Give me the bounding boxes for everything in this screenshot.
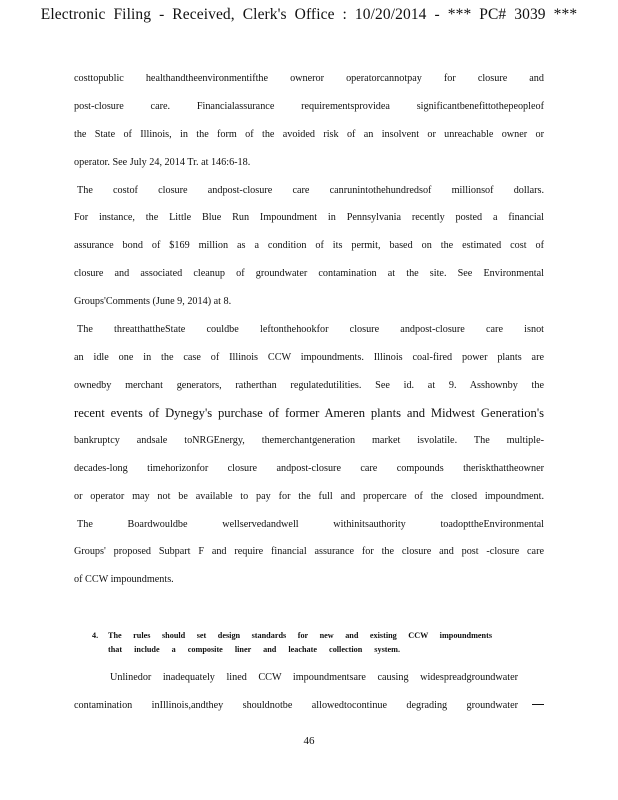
text-line: The costof closure andpost-closure care canrunintothehundredsof millionsof dollars. (77, 185, 544, 196)
text-line: the State of Illinois, in the form of the avoided risk of an insolvent or unreachable owner or (74, 129, 544, 140)
text-line: bankruptcy andsale toNRGEnergy, themerchantgeneration market isvolatile. The multiple- (74, 435, 544, 446)
text-line: Groups' proposed Subpart F and require financial assurance for the closure and post -closure care (74, 546, 544, 557)
page-number: 46 (303, 735, 315, 747)
section-number: 4. (92, 631, 99, 640)
text-line: The Boardwouldbe wellservedandwell withinitsauthority toadopttheEnvironmental (77, 519, 544, 530)
section-heading (92, 631, 544, 641)
text-line: costtopublic healthandtheenvironmentifthe owneror operatorcannotpay for closure and (74, 73, 544, 84)
text-line: Groups'Comments (June 9, 2014) at 8. (74, 296, 232, 307)
text-line: contamination inIllinois,andthey shouldnotbe allowedtocontinue degrading groundwater (74, 700, 518, 711)
text-line: ownedby merchant generators, ratherthan regulatedutilities. See id. at 9. Asshownby the (74, 380, 544, 391)
text-line: post-closure care. Financialassurance requirementsprovidea significantbenefittothepeopleof (74, 101, 544, 112)
text-line: The threatthattheState couldbe leftonthehookfor closure andpost-closure care isnot (77, 324, 544, 335)
text-line: Unlinedor inadequately lined CCW impoundmentsare causing widespreadgroundwater (110, 672, 518, 683)
text-line: recent events of Dynegy's purchase of former Ameren plants and Midwest Generation's (74, 406, 544, 420)
text-line: an idle one in the case of Illinois CCW impoundments. Illinois coal-fired power plants are (74, 352, 544, 363)
filing-header: Electronic Filing - Received, Clerk's Office : 10/20/2014 - *** PC# 3039 *** (40, 6, 578, 23)
section-heading-continued (108, 645, 408, 655)
text-line: or operator may not be available to pay for the full and propercare of the closed impoundment. (74, 491, 544, 502)
em-dash (532, 704, 544, 705)
text-line: closure and associated cleanup of groundwater contamination at the site. See Environmental (74, 268, 544, 279)
section-heading-line: that include a composite liner and leachate collection system. (108, 645, 400, 654)
text-line: of CCW impoundments. (74, 574, 174, 585)
text-line: decades-long timehorizonfor closure andpost-closure care compounds theriskthattheowner (74, 463, 544, 474)
text-line: operator. See July 24, 2014 Tr. at 146:6-18. (74, 157, 251, 168)
section-heading-line: The rules should set design standards for new and existing CCW impoundments (108, 631, 492, 640)
text-line: assurance bond of $169 million as a condition of its permit, based on the estimated cost of (74, 240, 544, 251)
text-line: For instance, the Little Blue Run Impoundment in Pennsylvania recently posted a financial (74, 212, 544, 223)
